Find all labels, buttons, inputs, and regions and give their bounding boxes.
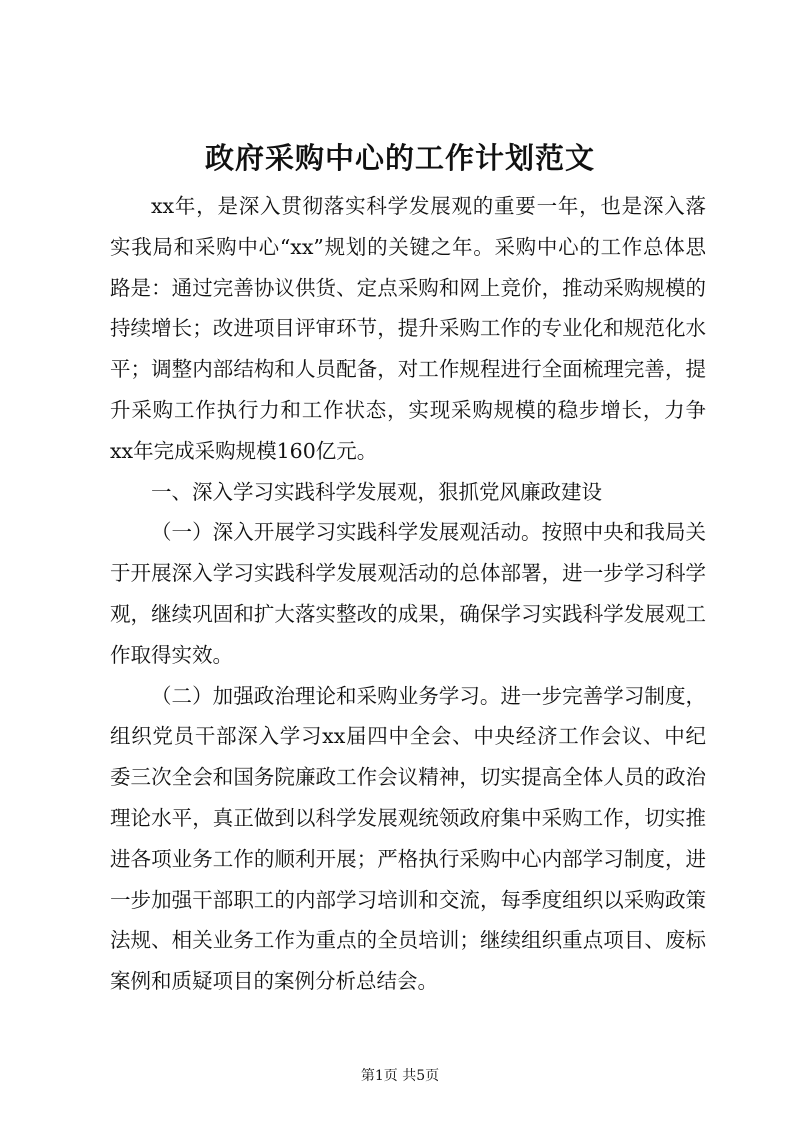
section-heading-1: 一、深入学习实践科学发展观，狠抓党风廉政建设 xyxy=(151,479,602,504)
page-footer: 第1页 共5页 xyxy=(360,1068,440,1084)
paragraph-intro: xx年，是深入贯彻落实科学发展观的重要一年，也是深入落实我局和采购中心“xx”规划的关键之年。采购中心的工作总体思路是：通过完善协议供货、定点采购和网上竞价，推动采购规模的持续增长；改进项目评审环节，提升采购工作的专业化和规范化水平；调整内部结构和人员配备，对工作规程进行全面梳理完善，提升采购工作执行力和工作状态，实现采购规模的稳步增长，力争xx年完成采购规模160亿元。 xyxy=(110,194,706,463)
document-body xyxy=(110,186,706,1002)
document-title: 政府采购中心的工作计划范文 xyxy=(204,141,595,175)
paragraph-subsection-2: （二）加强政治理论和采购业务学习。进一步完善学习制度，组织党员干部深入学习xx届四中全会、中央经济工作会议、中纪委三次全会和国务院廉政工作会议精神，切实提高全体人员的政治理论水平，真正做到以科学发展观统领政府集中采购工作，切实推进各项业务工作的顺利开展；严格执行采购中心内部学习制度，进一步加强干部职工的内部学习培训和交流，每季度组织以采购政策法规、相关业务工作为重点的全员培训；继续组织重点项目、废标案例和质疑项目的案例分析总结会。 xyxy=(110,683,706,994)
paragraph-subsection-1: （一）深入开展学习实践科学发展观活动。按照中央和我局关于开展深入学习实践科学发展观活动的总体部署，进一步学习科学观，继续巩固和扩大落实整改的成果，确保学习实践科学发展观工作取得实效。 xyxy=(110,520,706,667)
